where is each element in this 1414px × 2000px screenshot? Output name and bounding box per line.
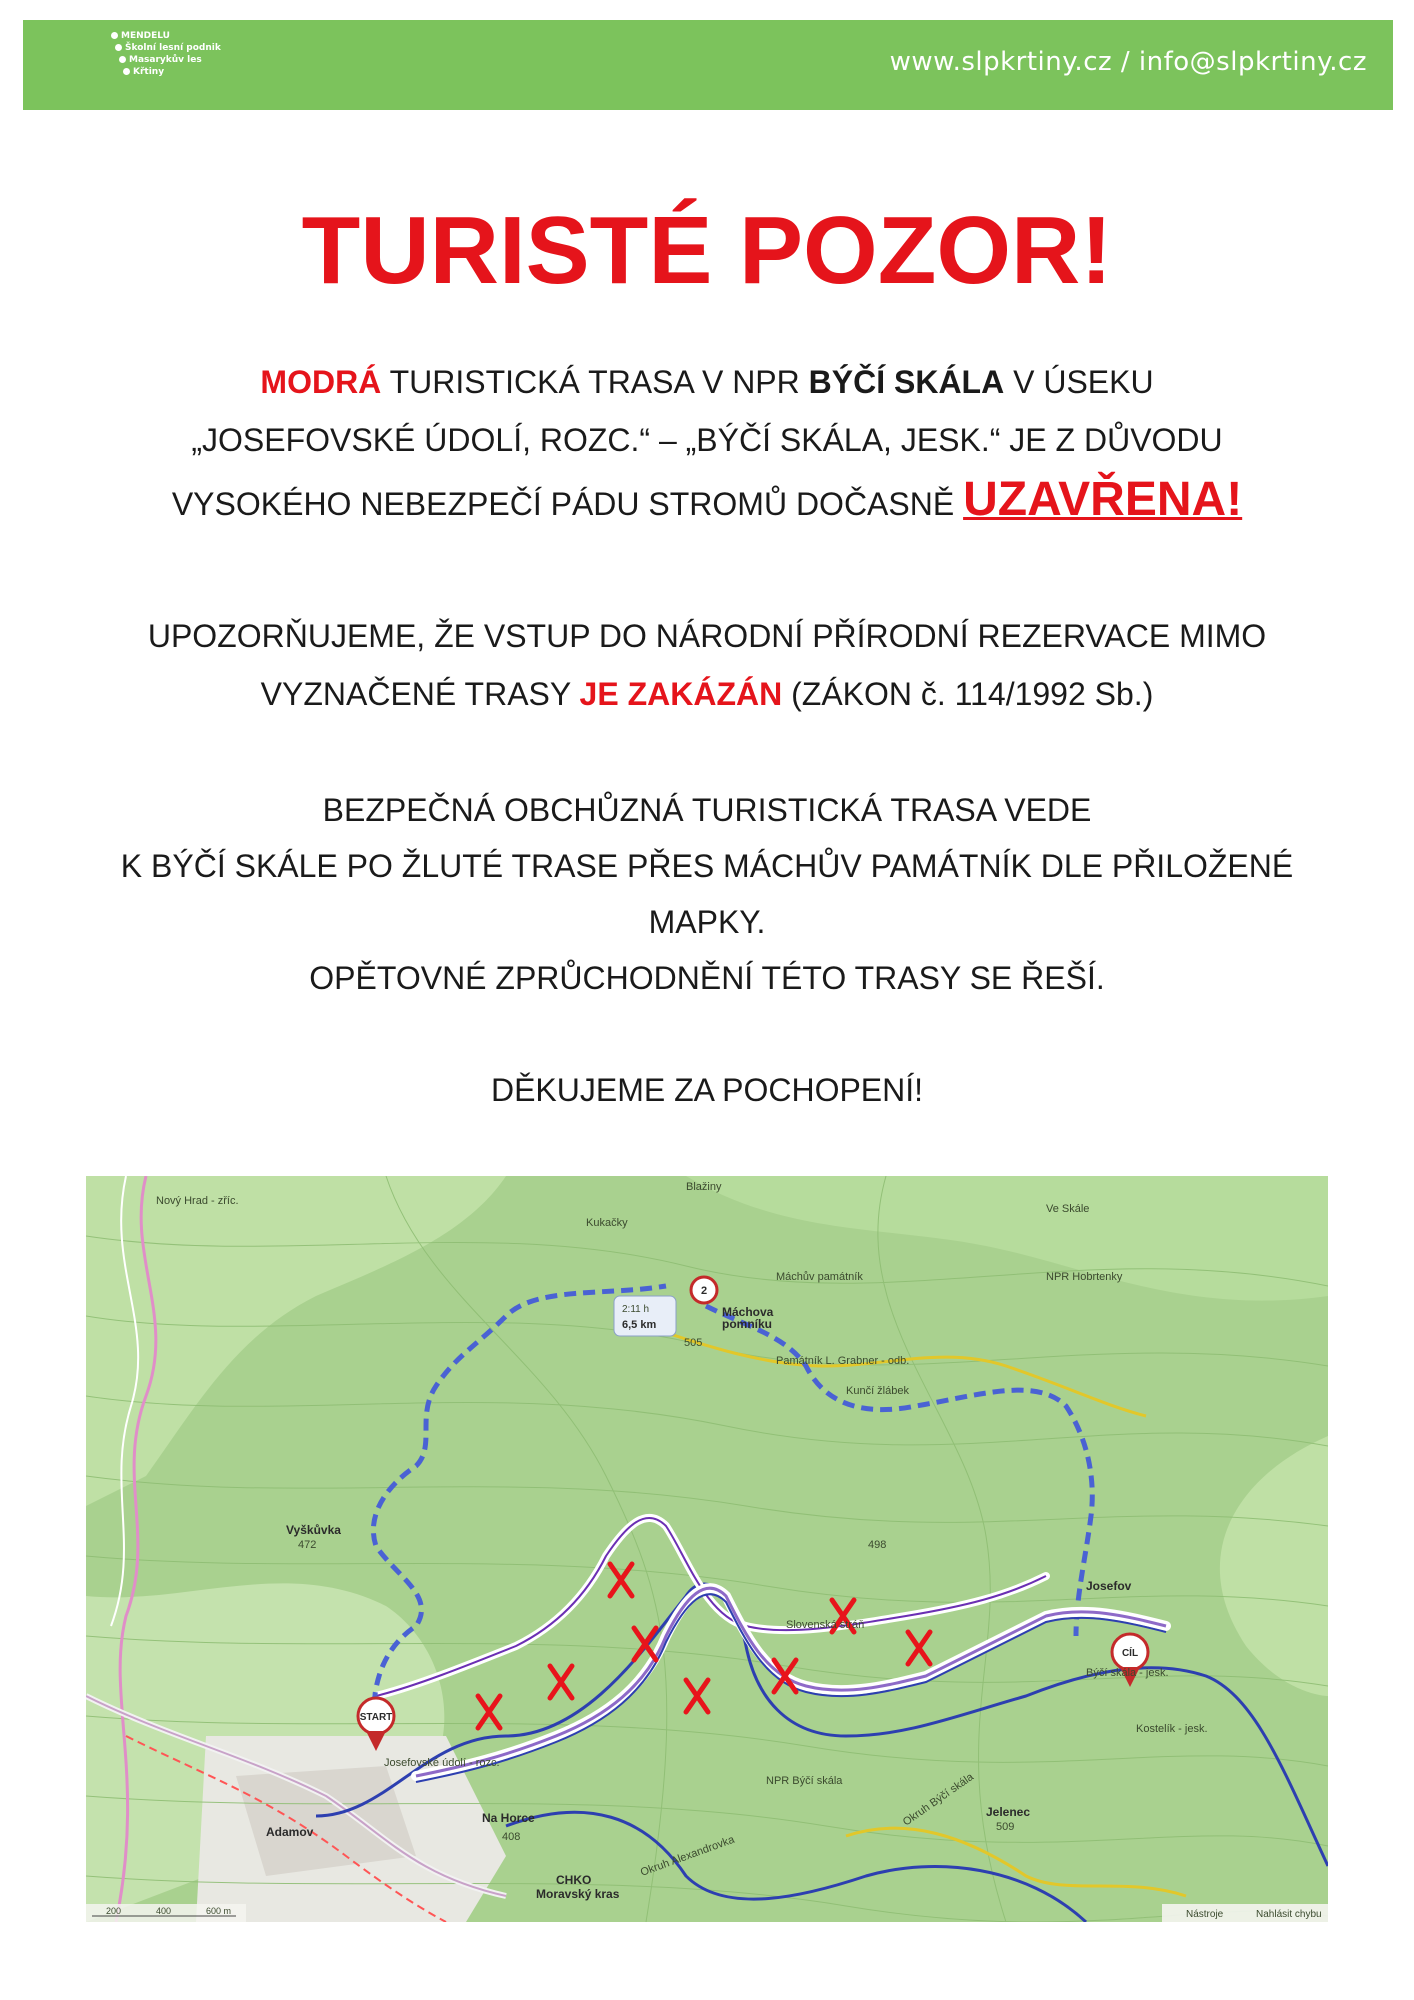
map-label: 509 [996, 1821, 1015, 1833]
start-label: START [359, 1712, 393, 1723]
map-label: Adamov [266, 1825, 314, 1839]
tools-link: Nástroje [1186, 1909, 1224, 1920]
map-label: Blažiny [686, 1181, 722, 1193]
warning-line-2: VYZNAČENÉ TRASY JE ZAKÁZÁN (ZÁKON č. 114/1992 Sb.) [260, 676, 1154, 712]
map-label: Na Horce [482, 1811, 535, 1825]
map-label: Kunčí žlábek [846, 1385, 909, 1397]
map-label: Josefovské údolí - rozc. [384, 1757, 500, 1769]
map-label: Máchova [722, 1305, 774, 1319]
map-label: Kostelík - jesk. [1136, 1723, 1208, 1735]
contact-info[interactable]: www.slpkrtiny.cz / info@slpkrtiny.cz [889, 47, 1367, 77]
map-label: 408 [502, 1831, 521, 1843]
map-label: Vyškůvka [286, 1523, 341, 1537]
map-label: Okruh Býčí skála [900, 1770, 976, 1829]
warning-line-1: UPOZORŇUJEME, ŽE VSTUP DO NÁRODNÍ PŘÍRODNÍ REZERVACE MIMO [147, 618, 1267, 654]
logo-line: MENDELU [111, 30, 217, 42]
map-label: pomníku [722, 1317, 772, 1331]
map-label: Ve Skále [1046, 1203, 1090, 1215]
map-label: 472 [298, 1539, 317, 1551]
notice-line-1: MODRÁ TURISTICKÁ TRASA V NPR BÝČÍ SKÁLA V ÚSEKU [260, 364, 1154, 400]
notice-line-2: „JOSEFOVSKÉ ÚDOLÍ, ROZC.“ – „BÝČÍ SKÁLA, JESK.“ JE Z DŮVODU [191, 422, 1223, 458]
mendelu-logo [111, 30, 221, 78]
logo-line: Školní lesní podnik [115, 42, 221, 54]
notice-line-3: VYSOKÉHO NEBEZPEČÍ PÁDU STROMŮ DOČASNĚ UZAVŘENA! [171, 473, 1243, 526]
map-canvas [86, 1176, 1328, 1922]
thanks-line: DĚKUJEME ZA POCHOPENÍ! [490, 1072, 924, 1108]
map-label: Josefov [1086, 1579, 1132, 1593]
map-label: 505 [684, 1337, 703, 1349]
scale-label: 200 [106, 1906, 122, 1916]
map-label: NPR Býčí skála [766, 1775, 843, 1787]
map-label: Máchův památník [776, 1271, 863, 1283]
route-duration: 2:11 h [622, 1304, 650, 1315]
map-label: Okruh Alexandrovka [638, 1833, 737, 1879]
scale-label: 400 [156, 1906, 172, 1916]
waypoint-label: 2 [700, 1285, 708, 1297]
logo-line: Masarykův les [119, 54, 225, 66]
map-label: Památník L. Grabner - odb. [776, 1355, 910, 1367]
map-label: Slovenská stráň [786, 1619, 865, 1631]
route-line-4: OPĚTOVNÉ ZPRŮCHODNĚNÍ TÉTO TRASY SE ŘEŠÍ. [309, 960, 1105, 996]
map-label: NPR Hobrtenky [1046, 1271, 1123, 1283]
map-label: CHKO [556, 1873, 592, 1887]
route-info-box [614, 1296, 676, 1336]
header-banner [23, 20, 1393, 110]
report-link: Nahlásit chybu [1256, 1909, 1322, 1920]
map-label: Nový Hrad - zříc. [156, 1195, 239, 1207]
route-line-2: K BÝČÍ SKÁLE PO ŽLUTÉ TRASE PŘES MÁCHŮV PAMÁTNÍK DLE PŘILOŽENÉ [120, 848, 1294, 884]
map-label: Kukačky [586, 1217, 628, 1229]
page-title: TURISTÉ POZOR! [301, 197, 1113, 304]
finish-label: CÍL [1121, 1648, 1139, 1659]
map-label: Jelenec [986, 1805, 1031, 1819]
waypoint-marker [691, 1277, 717, 1303]
route-line-1: BEZPEČNÁ OBCHŮZNÁ TURISTICKÁ TRASA VEDE [322, 792, 1092, 828]
route-line-3: MAPKY. [648, 904, 766, 940]
scale-label: 600 m [206, 1906, 232, 1916]
logo-line: Křtiny [123, 66, 229, 78]
route-map[interactable] [86, 1176, 1328, 1922]
closed-highlight: UZAVŘENA! [963, 473, 1243, 526]
map-label: Býčí skála - jesk. [1086, 1667, 1169, 1679]
map-label: Moravský kras [536, 1887, 620, 1901]
route-distance: 6,5 km [622, 1319, 657, 1331]
map-label: 498 [868, 1539, 887, 1551]
